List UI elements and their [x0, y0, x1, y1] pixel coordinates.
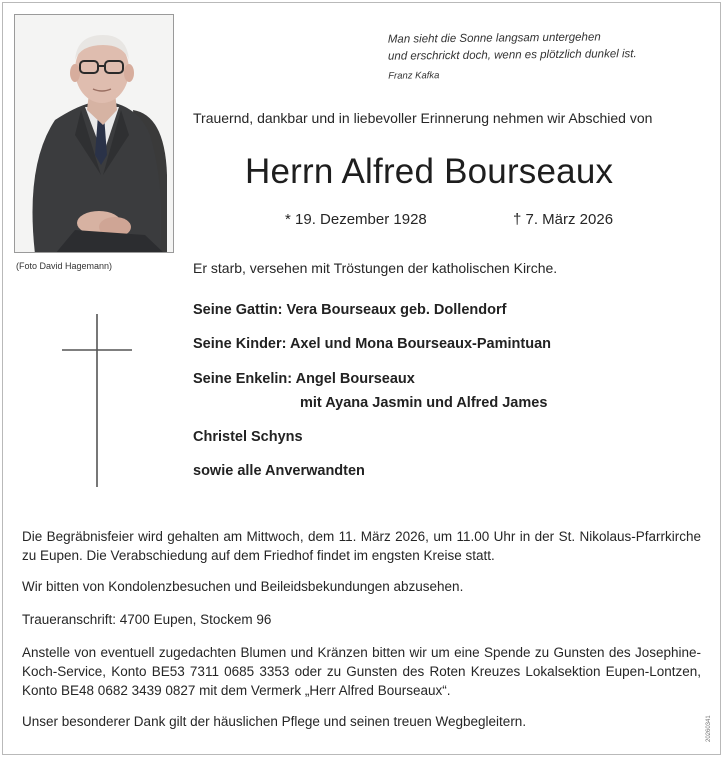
- relative-wife: Seine Gattin: Vera Bourseaux geb. Dollendorf: [193, 302, 507, 318]
- relative-other: Christel Schyns: [193, 429, 303, 445]
- epigraph-quote: [388, 28, 709, 84]
- intro-text: Trauernd, dankbar und in liebevoller Erinnerung nehmen wir Abschied von: [193, 110, 653, 126]
- donation-paragraph: Anstelle von eventuell zugedachten Blumen und Kränzen bitten wir um eine Spende zu Gunsten des Josephine-Koch-Service, Konto BE53 7311 0685 3353 oder zu Gunsten des Roten Kreuzes Lokalsektion Eupen-Lontzen, Konto BE48 0682 3439 0827 mit dem Vermerk „Herr Alfred Bourseaux“.: [22, 645, 701, 698]
- thanks-paragraph: Unser besonderer Dank gilt der häuslichen Pflege und seinen treuen Wegbegleitern.: [22, 714, 527, 729]
- relative-children: Seine Kinder: Axel und Mona Bourseaux-Pamintuan: [193, 336, 551, 352]
- portrait-photo: [14, 14, 174, 253]
- died-text: Er starb, versehen mit Tröstungen der katholischen Kirche.: [193, 260, 558, 276]
- ad-code: 20260341: [706, 715, 712, 742]
- funeral-paragraph: Die Begräbnisfeier wird gehalten am Mittwoch, dem 11. März 2026, um 11.00 Uhr in der St. Nikolaus-Pfarrkirche zu Eupen. Die Verabschiedung auf dem Friedhof findet im engsten Kreise statt.: [22, 529, 701, 563]
- relative-grandchildren-cont: mit Ayana Jasmin und Alfred James: [300, 395, 548, 411]
- photo-caption: (Foto David Hagemann): [16, 261, 113, 271]
- relative-grandchildren: Seine Enkelin: Angel Bourseaux: [193, 371, 415, 387]
- address-paragraph: Traueranschrift: 4700 Eupen, Stockem 96: [22, 612, 272, 627]
- deceased-name: Herrn Alfred Bourseaux: [245, 152, 614, 191]
- cross-icon: [62, 314, 134, 495]
- condolence-paragraph: Wir bitten von Kondolenzbesuchen und Beileidsbekundungen abzusehen.: [22, 579, 464, 594]
- relative-all: sowie alle Anverwandten: [193, 463, 365, 479]
- birth-date: * 19. Dezember 1928: [285, 211, 427, 228]
- quote-line: Man sieht die Sonne langsam untergehen: [387, 31, 601, 46]
- quote-line: und erschrickt doch, wenn es plötzlich dunkel ist.: [387, 48, 637, 63]
- quote-author: Franz Kafka: [388, 70, 440, 82]
- death-date: † 7. März 2026: [513, 211, 614, 228]
